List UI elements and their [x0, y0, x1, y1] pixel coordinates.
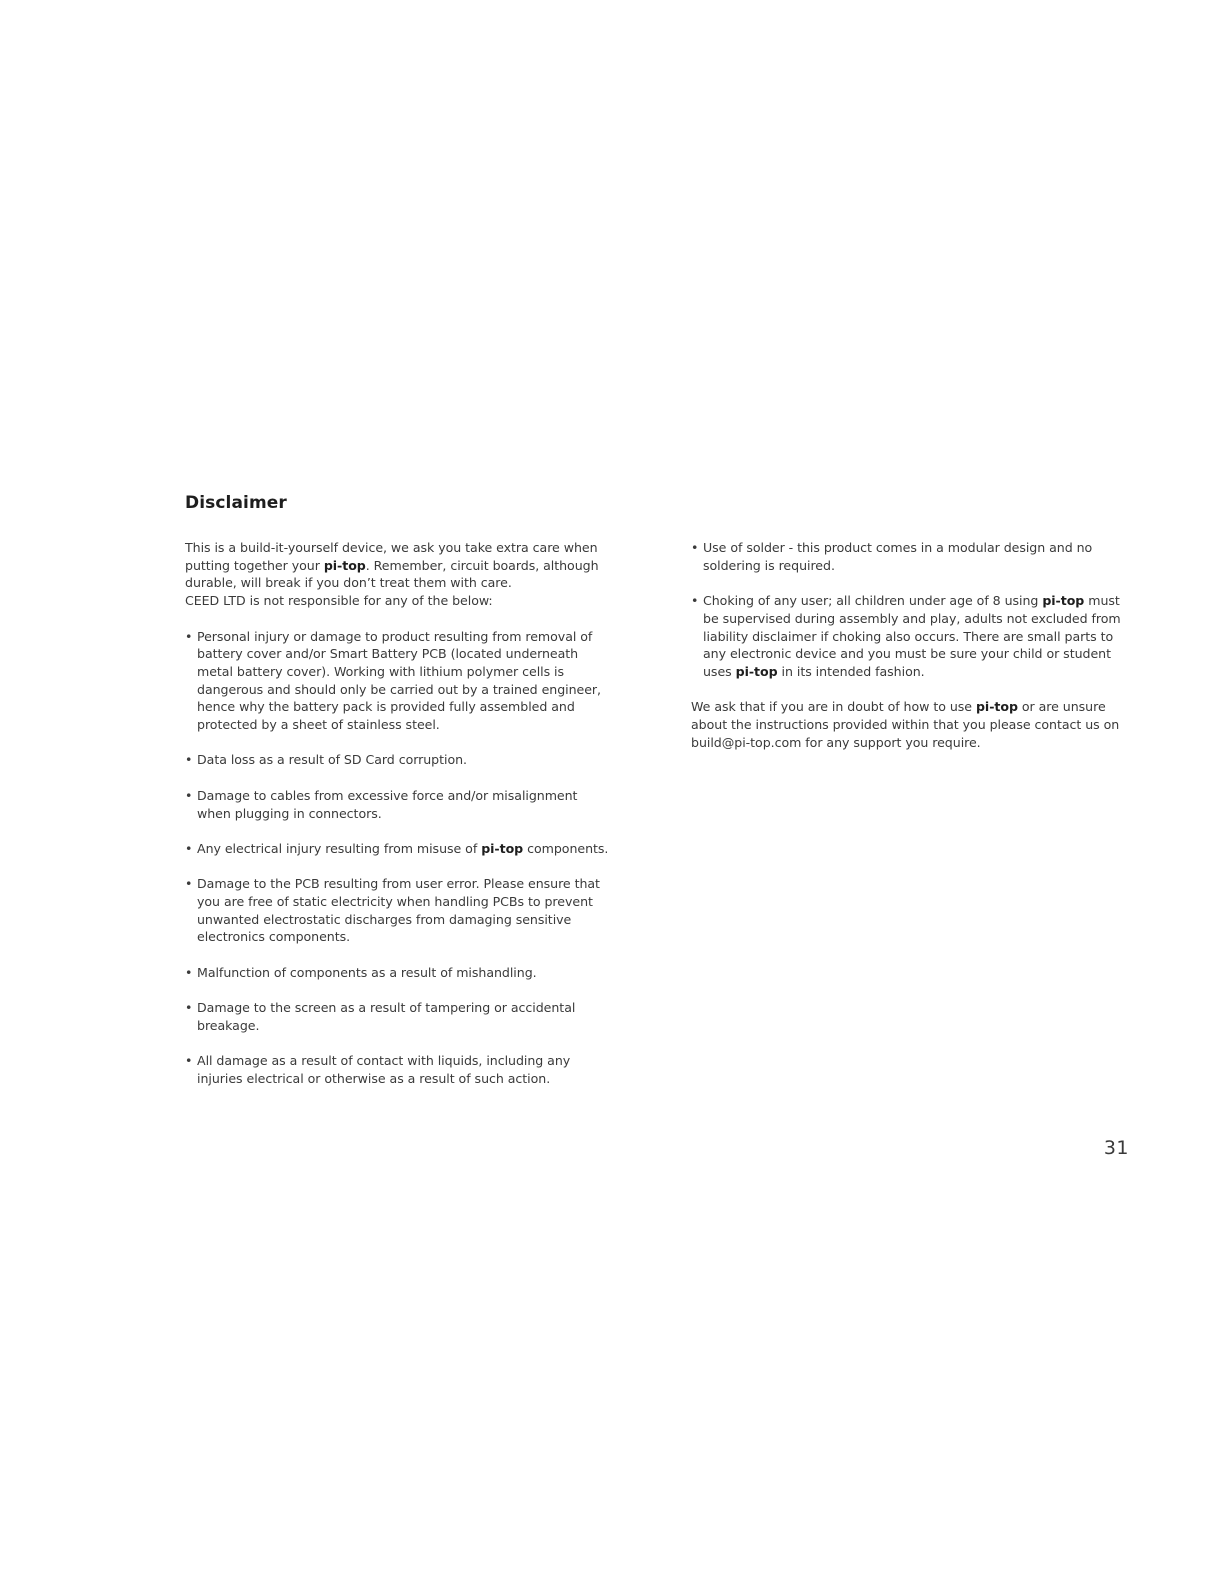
page-title: Disclaimer — [185, 493, 287, 513]
list-item-text: Data loss as a result of SD Card corruption. — [197, 752, 468, 768]
list-item-text: Use of solder - this product comes in a modular design and no soldering is required. — [703, 540, 1093, 573]
brand-name: pi-top — [975, 699, 1018, 715]
intro-text-before-brand: This is a build-it-yourself device, we ask you take extra care when putting together your — [185, 540, 598, 573]
list-item-text: Any electrical injury resulting from misuse of — [197, 840, 478, 856]
brand-name: pi-top — [735, 663, 778, 679]
list-item-text: components. — [527, 840, 609, 856]
list-item-text: Personal injury or damage to product resulting from removal of battery cover and/or Smart Battery PCB (located underneath metal battery cover). Working with lithium polymer cells is dangerous and should only be carried out by a trained engineer, hence why the battery pack is provided fully assembled and protected by a sheet of stainless steel. — [197, 628, 602, 733]
list-item-personal-injury — [185, 628, 615, 734]
list-item-electrical-injury — [185, 840, 615, 858]
list-item-text: Choking of any user; all children under age of 8 using — [703, 593, 1039, 609]
brand-name: pi-top — [481, 840, 524, 856]
closing-text-after-brand: or are unsure about the instructions provided within that you please contact us on build@pi-top.com for any support you require. — [691, 699, 1120, 750]
list-item-solder — [691, 539, 1121, 574]
closing-text-before-brand: We ask that if you are in doubt of how to use — [691, 699, 972, 715]
page-number: 31 — [1103, 1137, 1129, 1159]
list-item-text: Malfunction of components as a result of mishandling. — [197, 964, 537, 980]
intro-responsibility-line: CEED LTD is not responsible for any of the below: — [185, 593, 493, 609]
intro-text-after-brand: . Remember, circuit boards, although durable, will break if you don’t treat them with care. — [185, 557, 599, 591]
list-item-screen-damage — [185, 999, 615, 1034]
brand-name: pi-top — [323, 557, 366, 573]
list-item-liquid-damage — [185, 1052, 615, 1087]
list-item-text: in its intended fashion. — [781, 663, 925, 679]
right-column — [691, 539, 1121, 769]
list-item-cables — [185, 787, 615, 822]
list-item-text: All damage as a result of contact with liquids, including any injuries electrical or otherwise as a result of such action. — [197, 1053, 571, 1086]
list-item-text: Damage to the screen as a result of tampering or accidental breakage. — [197, 1000, 576, 1033]
closing-paragraph — [691, 698, 1121, 751]
list-item-pcb-damage — [185, 875, 615, 946]
list-item-text: Damage to cables from excessive force and/or misalignment when plugging in connectors. — [197, 787, 578, 821]
list-item-malfunction — [185, 964, 615, 982]
list-item-text: Damage to the PCB resulting from user error. Please ensure that you are free of static electricity when handling PCBs to prevent unwanted electrostatic discharges from damaging sensitive electronics components. — [197, 876, 600, 945]
list-item-text: must be supervised during assembly and play, adults not excluded from liability disclaimer if choking also occurs. There are small parts to any electronic device and you must be sure your child or student uses — [703, 593, 1121, 679]
list-item-choking — [691, 592, 1121, 681]
left-column — [185, 539, 615, 1105]
intro-paragraph — [185, 539, 615, 610]
brand-name: pi-top — [1042, 593, 1085, 609]
list-item-data-loss — [185, 751, 615, 769]
